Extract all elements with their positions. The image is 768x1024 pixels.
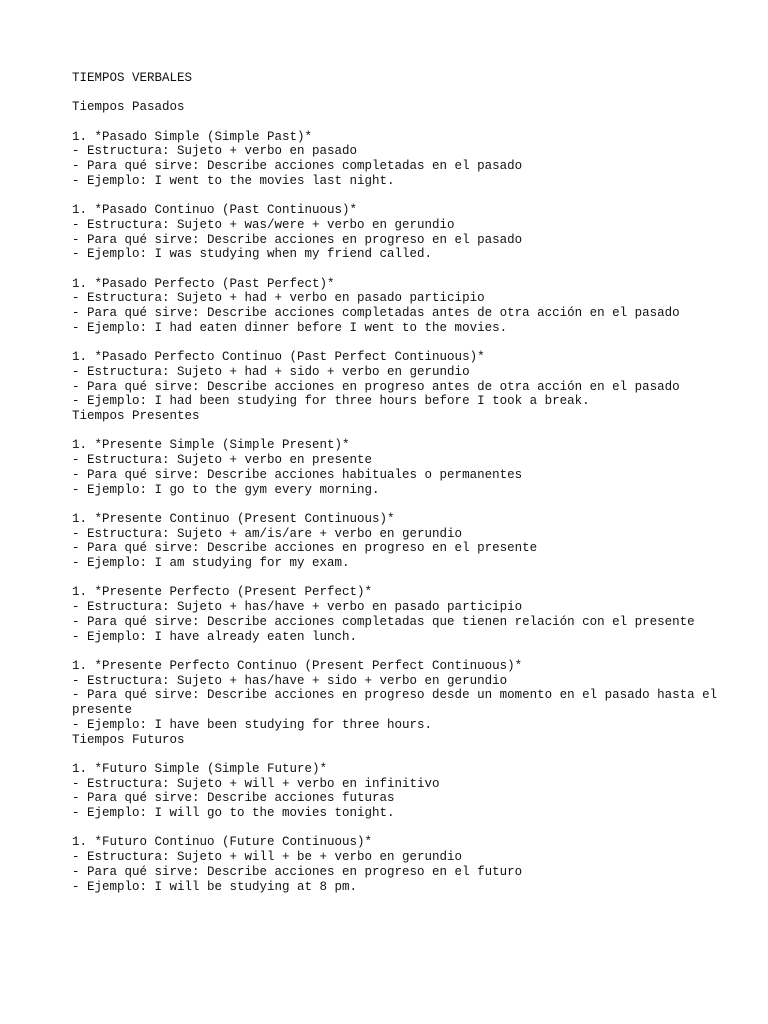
section-uso: - Para qué sirve: Describe acciones futuras [72,791,395,806]
section-title: 1. *Pasado Continuo (Past Continuous)* [72,203,358,218]
group-heading: Tiempos Pasados [72,100,185,115]
section-ejemplo: - Ejemplo: I have already eaten lunch. [72,629,358,644]
section-pasado-perfecto [72,277,728,336]
section-estructura: - Estructura: Sujeto + will + be + verbo en gerundio [72,850,463,865]
section-title: 1. *Futuro Continuo (Future Continuous)* [72,835,373,850]
section-title: 1. *Futuro Simple (Simple Future)* [72,761,328,776]
group-heading: Tiempos Presentes [72,409,200,424]
section-title: 1. *Presente Continuo (Present Continuous)* [72,511,395,526]
section-title: 1. *Pasado Perfecto Continuo (Past Perfect Continuous)* [72,350,485,365]
section-uso: - Para qué sirve: Describe acciones en progreso en el presente [72,541,538,556]
section-pasado-perfecto-continuo [72,350,728,409]
section-futuro-continuo [72,835,728,894]
section-title: 1. *Presente Perfecto (Present Perfect)* [72,585,373,600]
section-uso: - Para qué sirve: Describe acciones completadas que tienen relación con el presente [72,614,695,629]
section-ejemplo: - Ejemplo: I will be studying at 8 pm. [72,879,358,894]
section-estructura: - Estructura: Sujeto + verbo en pasado [72,144,358,159]
section-pasado-continuo [72,203,728,262]
section-title: 1. *Presente Perfecto Continuo (Present Perfect Continuous)* [72,658,523,673]
section-uso: - Para qué sirve: Describe acciones completadas en el pasado [72,159,523,174]
section-presente-perfecto-continuo [72,659,728,733]
section-uso: - Para qué sirve: Describe acciones completadas antes de otra acción en el pasado [72,306,680,321]
section-title: 1. *Pasado Perfecto (Past Perfect)* [72,276,335,291]
section-uso: - Para qué sirve: Describe acciones en progreso desde un momento en el pasado hasta el presente [72,688,725,718]
section-ejemplo: - Ejemplo: I will go to the movies tonight. [72,806,395,820]
section-ejemplo: - Ejemplo: I have been studying for three hours. [72,717,433,732]
section-ejemplo: - Ejemplo: I had eaten dinner before I went to the movies. [72,320,508,335]
section-ejemplo: - Ejemplo: I went to the movies last night. [72,173,395,188]
section-title: 1. *Pasado Simple (Simple Past)* [72,129,313,144]
section-ejemplo: - Ejemplo: I had been studying for three hours before I took a break. [72,394,590,409]
section-estructura: - Estructura: Sujeto + was/were + verbo en gerundio [72,217,455,232]
section-ejemplo: - Ejemplo: I am studying for my exam. [72,556,350,571]
section-estructura: - Estructura: Sujeto + had + verbo en pasado participio [72,291,485,306]
section-estructura: - Estructura: Sujeto + has/have + sido + verbo en gerundio [72,673,508,688]
section-ejemplo: - Ejemplo: I was studying when my friend called. [72,247,433,262]
section-ejemplo: - Ejemplo: I go to the gym every morning. [72,482,380,497]
section-estructura: - Estructura: Sujeto + will + verbo en infinitivo [72,776,440,791]
section-estructura: - Estructura: Sujeto + am/is/are + verbo en gerundio [72,526,463,541]
section-presente-perfecto [72,585,728,644]
section-estructura: - Estructura: Sujeto + had + sido + verbo en gerundio [72,364,470,379]
group-tiempos-presentes [72,409,728,732]
section-presente-continuo [72,512,728,571]
document-title: TIEMPOS VERBALES [72,71,193,85]
section-pasado-simple [72,130,728,189]
section-presente-simple [72,438,728,497]
group-tiempos-pasados [72,100,728,409]
section-title: 1. *Presente Simple (Simple Present)* [72,438,350,453]
section-uso: - Para qué sirve: Describe acciones en progreso antes de otra acción en el pasado [72,379,680,394]
section-uso: - Para qué sirve: Describe acciones en progreso en el pasado [72,232,523,247]
section-estructura: - Estructura: Sujeto + has/have + verbo en pasado participio [72,600,523,615]
section-estructura: - Estructura: Sujeto + verbo en presente [72,453,373,468]
group-tiempos-futuros [72,733,728,895]
section-uso: - Para qué sirve: Describe acciones habituales o permanentes [72,467,523,482]
section-uso: - Para qué sirve: Describe acciones en progreso en el futuro [72,864,523,879]
section-futuro-simple [72,762,728,821]
group-heading: Tiempos Futuros [72,732,185,747]
